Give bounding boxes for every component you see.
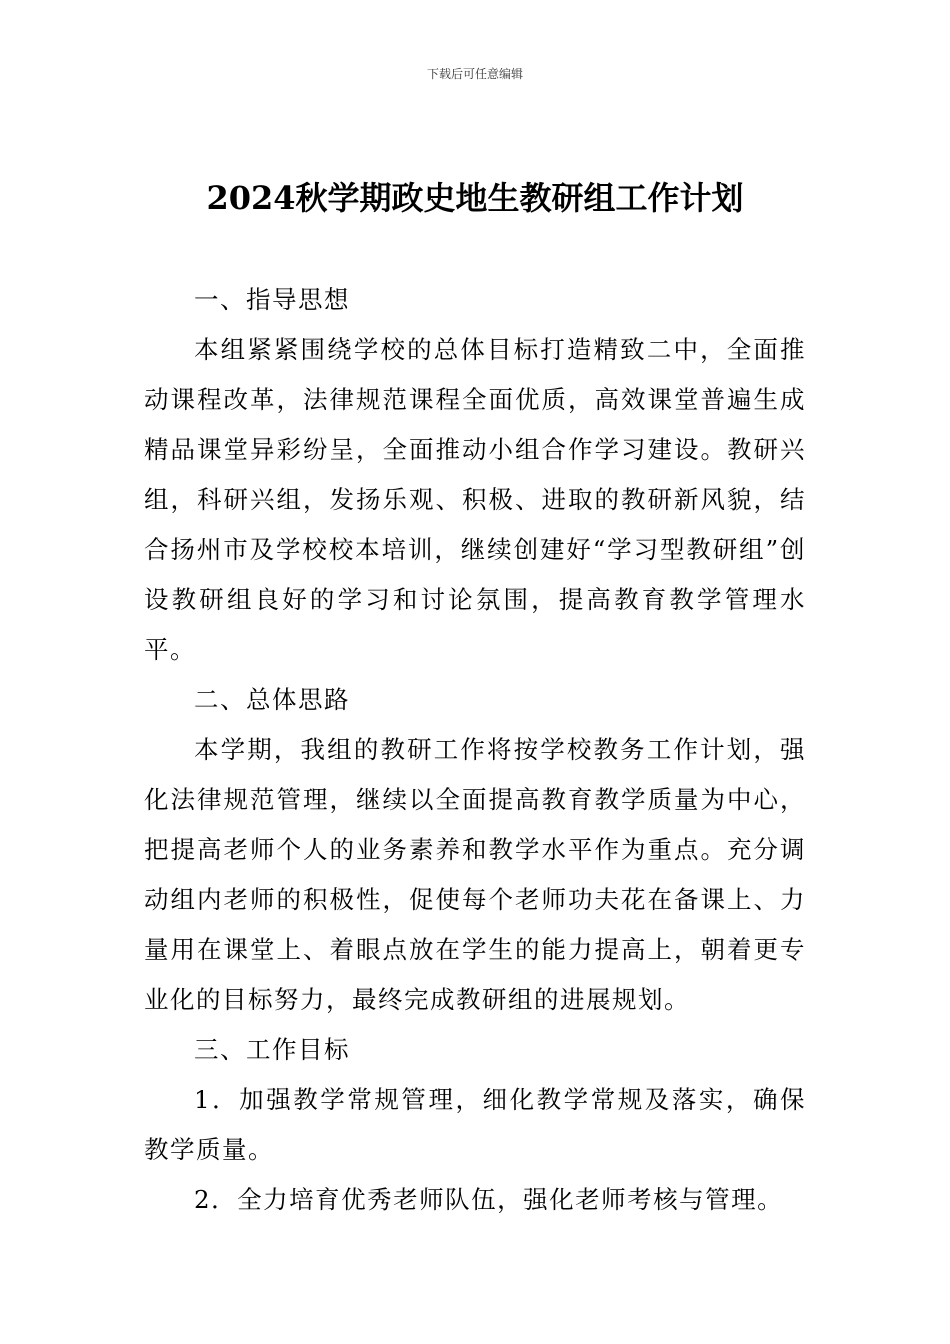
document-body [144,275,806,1225]
section-heading-overall-approach: 二、总体思路 [194,685,350,714]
list-item-goal-1: 1．加强教学常规管理，细化教学常规及落实，确保教学质量。 [144,1085,806,1164]
section-heading-work-goals: 三、工作目标 [194,1035,350,1064]
document-title: 2024秋学期政史地生教研组工作计划 [206,179,744,217]
section-heading-guiding-ideology: 一、指导思想 [194,285,350,314]
header-note: 下载后可任意编辑 [426,67,523,81]
list-item-goal-2: 2．全力培育优秀老师队伍，强化老师考核与管理。 [194,1185,784,1214]
paragraph-overall-approach: 本学期，我组的教研工作将按学校教务工作计划，强化法律规范管理，继续以全面提高教育教学质量为中心，把提高老师个人的业务素养和教学水平作为重点。充分调动组内老师的积极性，促使每个老师功夫花在备课上、力量用在课堂上、着眼点放在学生的能力提高上，朝着更专业化的目标努力，最终完成教研组的进展规划。 [144,735,806,1014]
paragraph-guiding-ideology: 本组紧紧围绕学校的总体目标打造精致二中，全面推动课程改革，法律规范课程全面优质，高效课堂普遍生成精品课堂异彩纷呈，全面推动小组合作学习建设。教研兴组，科研兴组，发扬乐观、积极、进取的教研新风貌，结合扬州市及学校校本培训，继续创建好“学习型教研组”创设教研组良好的学习和讨论氛围，提高教育教学管理水平。 [144,335,806,664]
